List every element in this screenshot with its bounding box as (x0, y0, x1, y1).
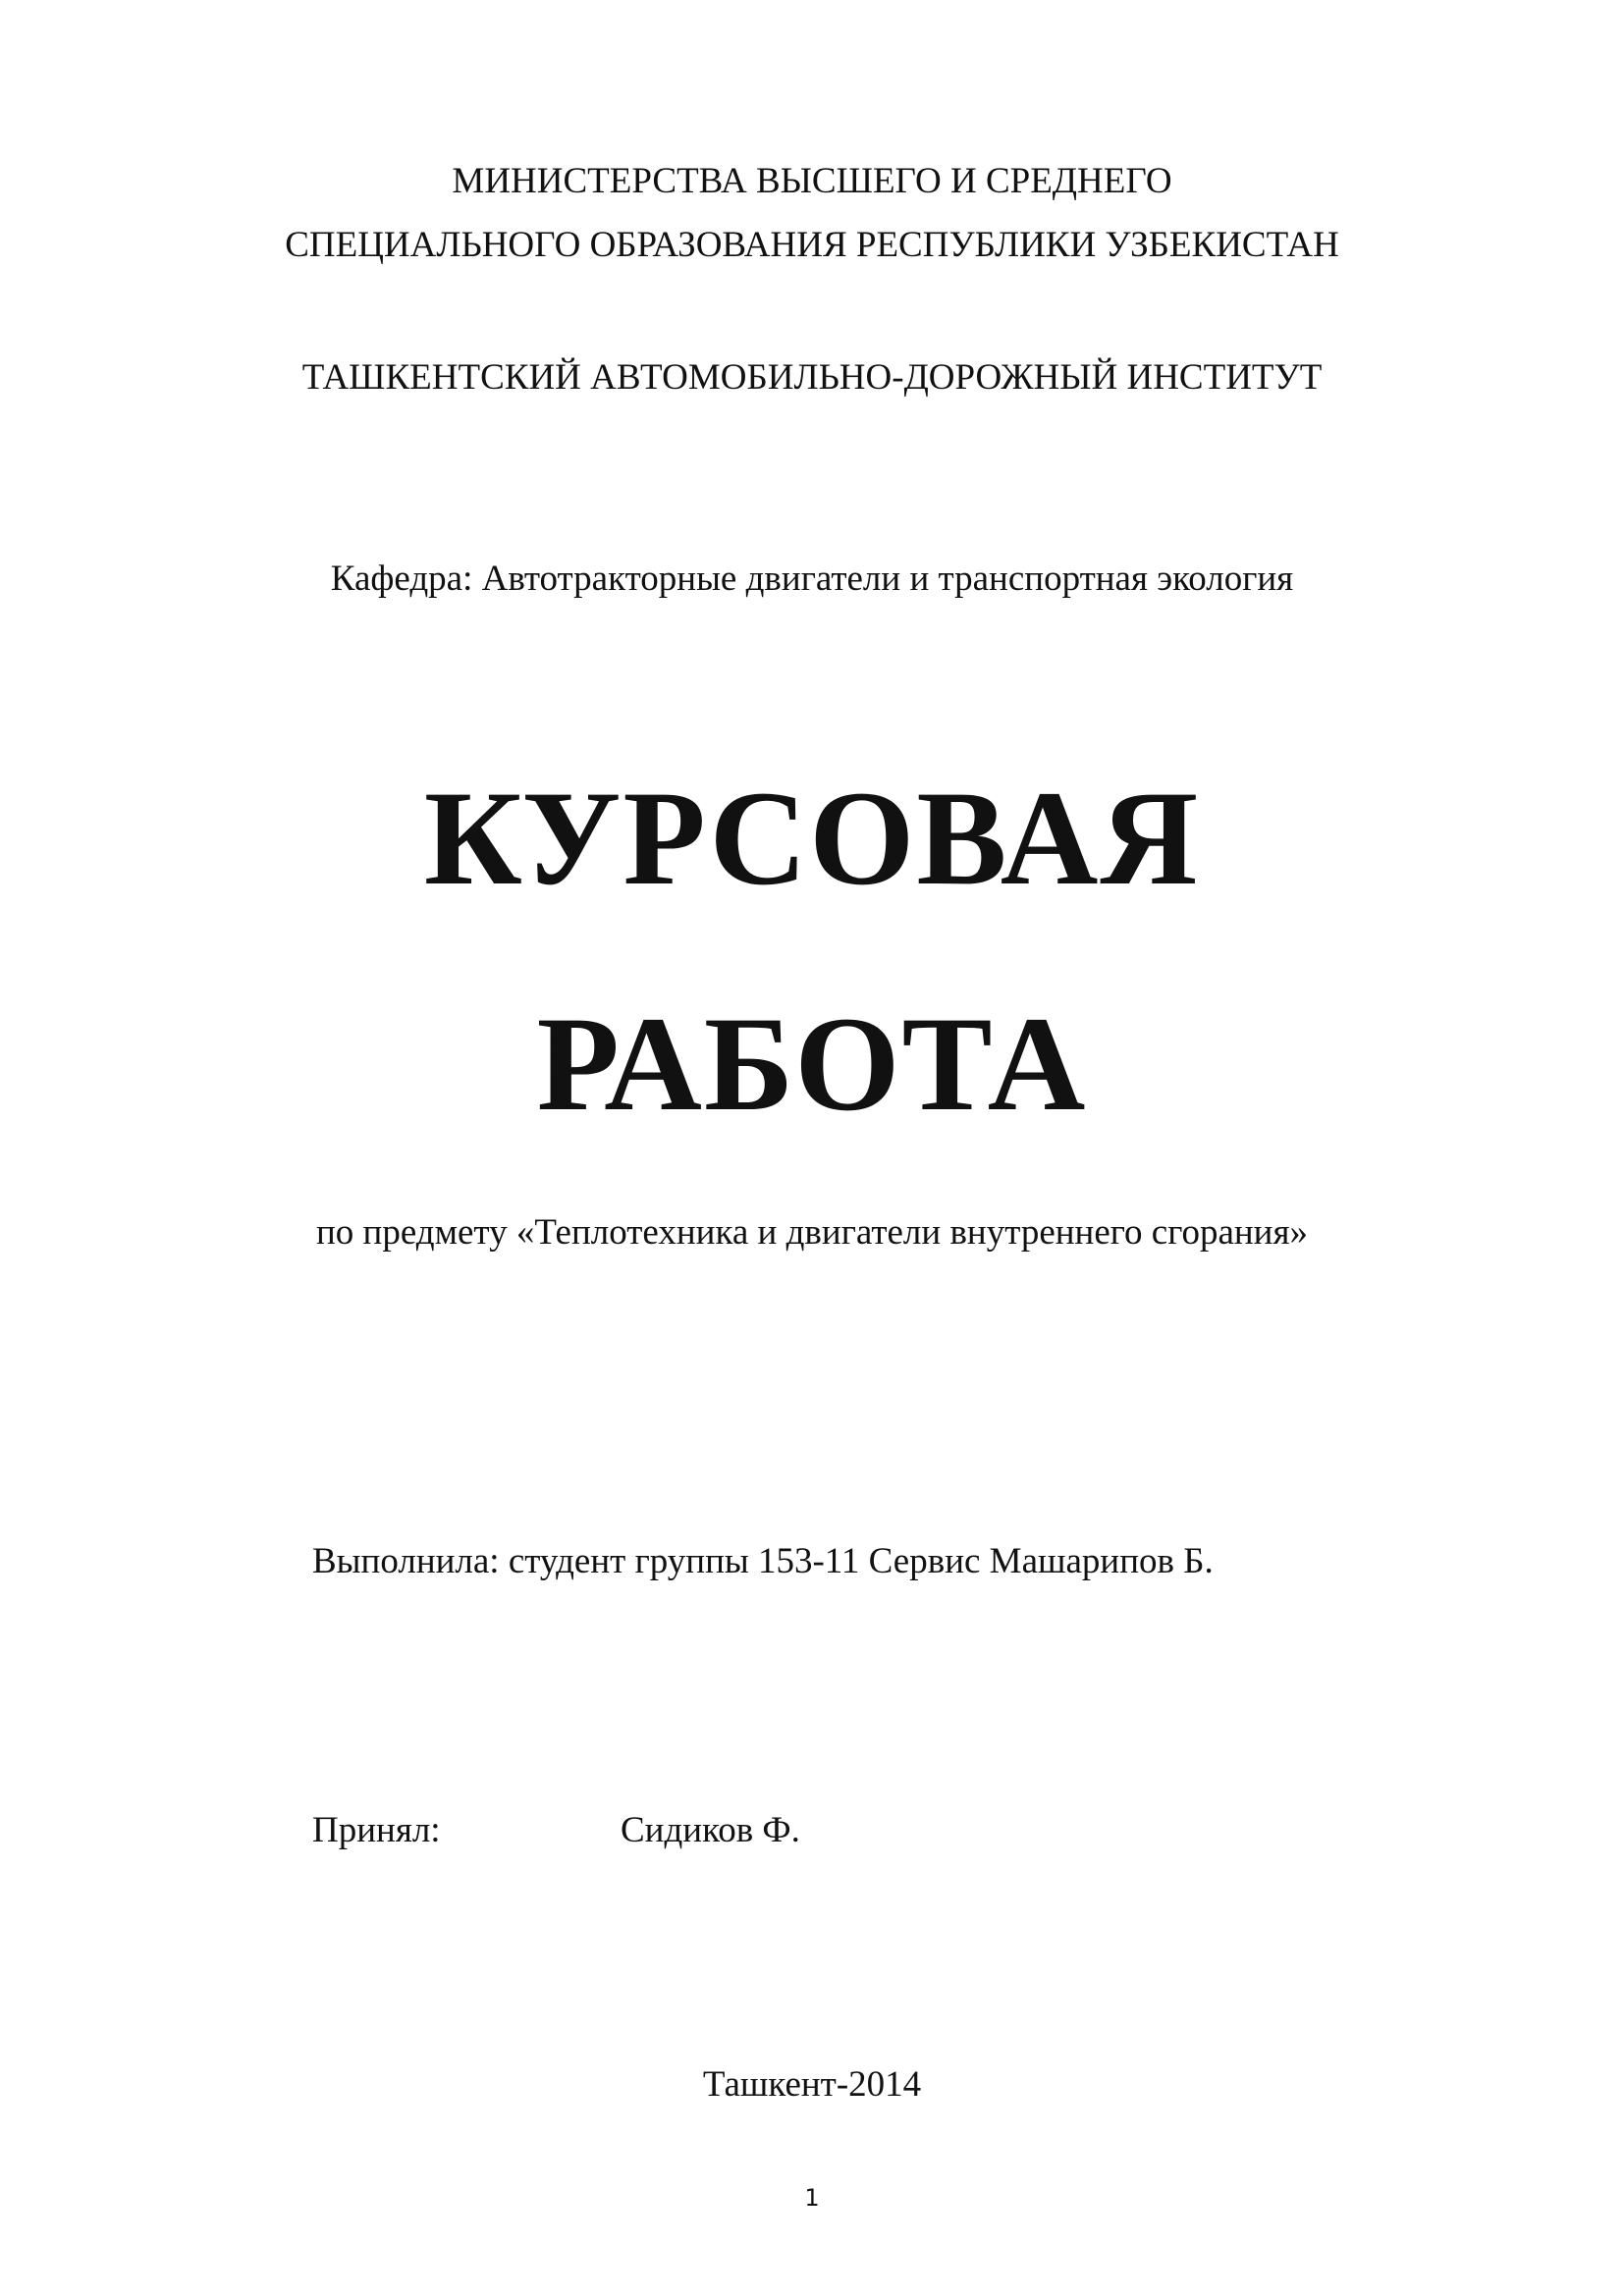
page-number: 1 (804, 2184, 820, 2212)
accepted-name: Сидиков Ф. (621, 1810, 800, 1850)
accepted-label: Принял: (312, 1810, 441, 1850)
city-year: Ташкент-2014 (702, 2064, 922, 2105)
title-line-1: КУРСОВАЯ (423, 763, 1201, 913)
performed-by-line: Выполнила: студент группы 153-11 Сервис Машарипов Б. (312, 1541, 1214, 1581)
subject-line: по предмету «Теплотехника и двигатели внутреннего сгорания» (315, 1212, 1309, 1253)
institute-name: ТАШКЕНТСКИЙ АВТОМОБИЛЬНО-ДОРОЖНЫЙ ИНСТИТУТ (301, 357, 1323, 398)
department-line: Кафедра: Автотракторные двигатели и транспортная экология (330, 559, 1294, 599)
ministry-line-2: СПЕЦИАЛЬНОГО ОБРАЗОВАНИЯ РЕСПУБЛИКИ УЗБЕКИСТАН (285, 225, 1339, 265)
title-line-2: РАБОТА (536, 988, 1088, 1139)
ministry-line-1: МИНИСТЕРСТВА ВЫСШЕГО И СРЕДНЕГО (452, 161, 1172, 201)
